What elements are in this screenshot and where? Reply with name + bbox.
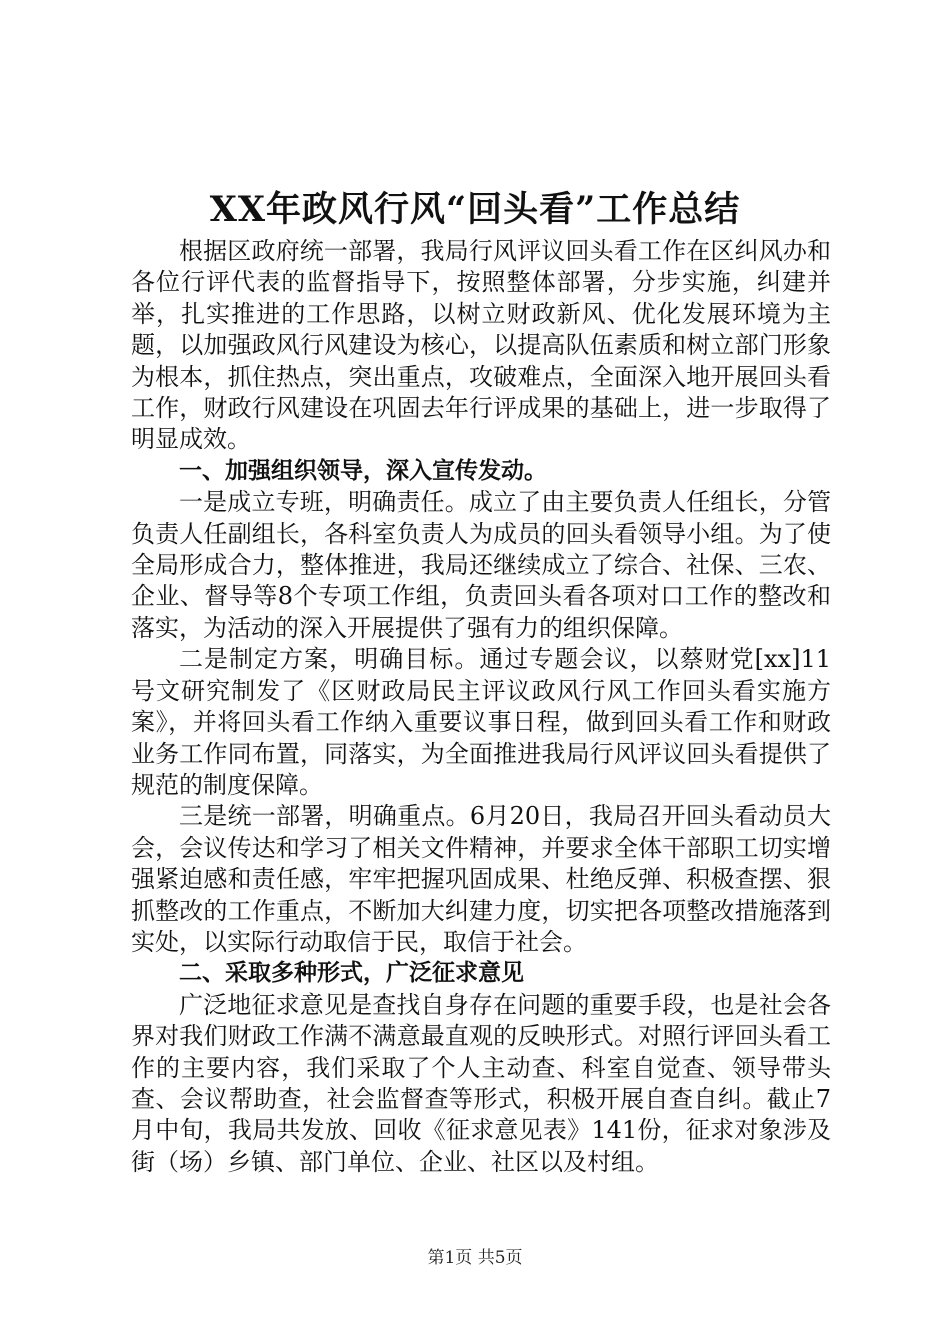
document-title: XX年政风行风“回头看”工作总结 — [209, 189, 741, 230]
section-heading-2: 二、采取多种形式，广泛征求意见 — [179, 960, 524, 987]
section1-paragraph-1: 一是成立专班，明确责任。成立了由主要负责人任组长，分管负责人任副组长，各科室负责人为成员的回头看领导小组。为了使全局形成合力，整体推进，我局还继续成立了综合、社保、三农、企业、督导等8个专项工作组，负责回头看各项对口工作的整改和落实，为活动的深入开展提供了强有力的组织保障。 — [131, 488, 831, 642]
section-heading-1: 一、加强组织领导，深入宣传发动。 — [179, 457, 547, 484]
section1-paragraph-2: 二是制定方案，明确目标。通过专题会议，以蔡财党[xx]11号文研究制发了《区财政局民主评议政风行风工作回头看实施方案》，并将回头看工作纳入重要议事日程，做到回头看工作和财政业务工作同布置，同落实，为全面推进我局行风评议回头看提供了规范的制度保障。 — [131, 645, 831, 799]
section2-paragraph-1: 广泛地征求意见是查找自身存在问题的重要手段，也是社会各界对我们财政工作满不满意最直观的反映形式。对照行评回头看工作的主要内容，我们采取了个人主动查、科室自觉查、领导带头查、会议帮助查，社会监督查等形式，积极开展自查自纠。截止7月中旬，我局共发放、回收《征求意见表》141份，征求对象涉及街（场）乡镇、部门单位、企业、社区以及村组。 — [131, 990, 831, 1176]
document-body — [131, 236, 831, 1178]
intro-paragraph: 根据区政府统一部署，我局行风评议回头看工作在区纠风办和各位行评代表的监督指导下，按照整体部署，分步实施，纠建并举，扎实推进的工作思路，以树立财政新风、优化发展环境为主题，以加强政风行风建设为核心，以提高队伍素质和树立部门形象为根本，抓住热点，突出重点，攻破难点，全面深入地开展回头看工作，财政行风建设在巩固去年行评成果的基础上，进一步取得了明显成效。 — [131, 237, 831, 454]
page-footer: 第1页 共5页 — [427, 1248, 523, 1268]
section1-paragraph-3: 三是统一部署，明确重点。6月20日，我局召开回头看动员大会，会议传达和学习了相关文件精神，并要求全体干部职工切实增强紧迫感和责任感，牢牢把握巩固成果、杜绝反弹、积极查摆、狠抓整改的工作重点，不断加大纠建力度，切实把各项整改措施落到实处，以实际行动取信于民，取信于社会。 — [131, 802, 831, 956]
